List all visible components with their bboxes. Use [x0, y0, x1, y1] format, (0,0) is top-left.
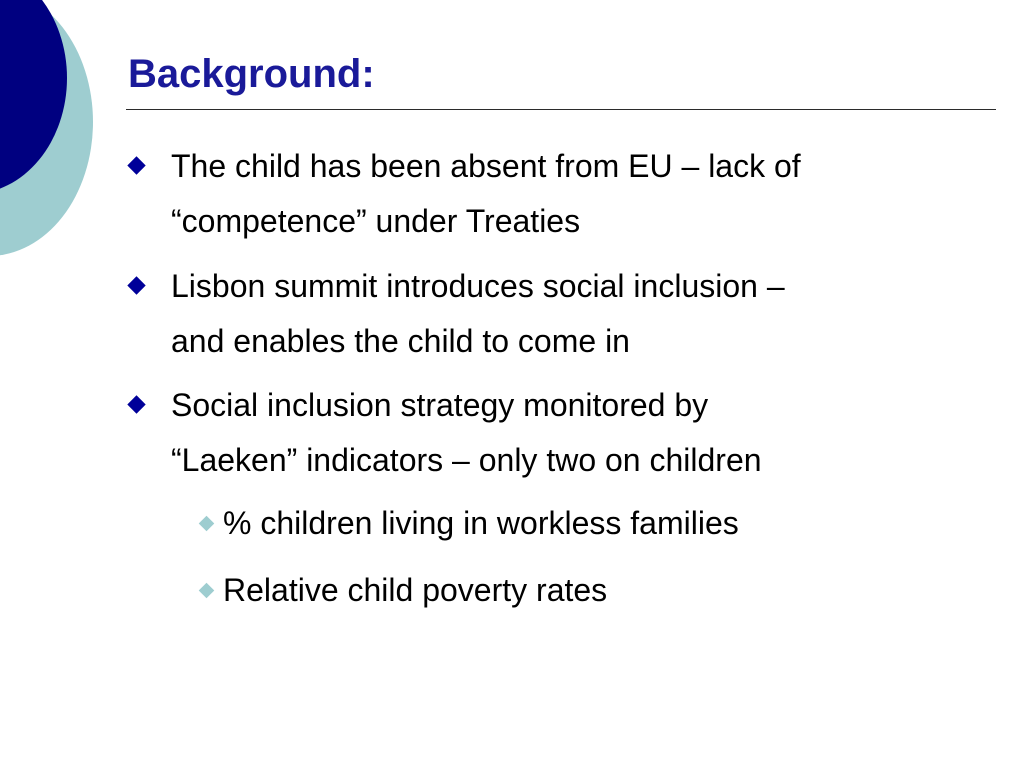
- bullet-text: The child has been absent from EU – lack of “competence” under Treaties: [171, 148, 801, 239]
- sub-bullet-item: [223, 563, 1003, 618]
- diamond-icon: [127, 156, 145, 174]
- bullet-text: Social inclusion strategy monitored by “Laeken” indicators – only two on children: [171, 387, 762, 478]
- slide-title: Background:: [128, 52, 375, 96]
- bullet-item: [171, 259, 971, 369]
- bullet-text: Lisbon summit introduces social inclusion – and enables the child to come in: [171, 268, 785, 359]
- bullet-item: [171, 378, 971, 488]
- sub-bullet-text: % children living in workless families: [223, 505, 739, 541]
- bullet-item: [171, 139, 971, 249]
- diamond-icon: [127, 276, 145, 294]
- sub-bullet-text: Relative child poverty rates: [223, 572, 608, 608]
- diamond-icon: [127, 395, 145, 413]
- title-underline: [126, 109, 996, 110]
- diamond-icon: [199, 583, 215, 599]
- diamond-icon: [199, 516, 215, 532]
- sub-bullet-item: [223, 496, 1003, 551]
